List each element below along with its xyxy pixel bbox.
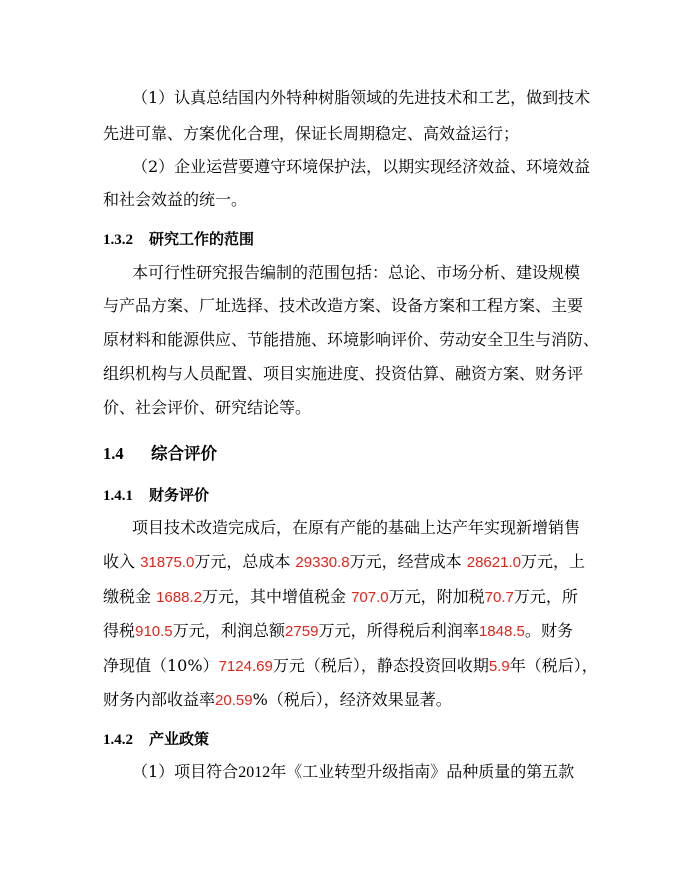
paragraph-1-line-2: 先进可靠、方案优化合理，保证长周期稳定、高效益运行； [103, 124, 520, 143]
section-heading-1-4-2 [103, 729, 573, 750]
paragraph-1-line-1: （1）认真总结国内外特种树脂领域的先进技术和工艺，做到技术 [132, 88, 591, 107]
paragraph-3-line-1: 本可行性研究报告编制的范围包括：总论、市场分析、建设规模 [132, 263, 581, 282]
paragraph-3-line-4: 组织机构与人员配置、项目实施进度、投资估算、融资方案、财务评 [103, 364, 584, 383]
section-heading-1-4 [103, 444, 573, 464]
section-heading-1-3-2 [103, 229, 573, 250]
finance-line-5: 净现值（10%）7124.69万元（税后），静态投资回收期5.9年（税后）， [103, 656, 598, 675]
surcharge-value: 70.7 [484, 589, 514, 606]
paragraph-3-line-3: 原材料和能源供应、节能措施、环境影响评价、劳动安全卫生与消防、 [103, 330, 600, 349]
payback-period-value: 5.9 [488, 658, 510, 675]
finance-line-3: 缴税金 1688.2万元，其中增值税金 707.0万元，附加税70.7万元，所 [103, 587, 578, 606]
income-tax-value: 910.5 [135, 623, 173, 640]
section-title: 研究工作的范围 [149, 230, 255, 248]
finance-line-6: 财务内部收益率20.59%（税后），经济效果显著。 [103, 690, 452, 709]
policy-line-1: （1）项目符合2012年《工业转型升级指南》品种质量的第五款 [132, 762, 575, 781]
section-heading-1-4-1 [103, 485, 573, 506]
section-number: 1.4.1 [103, 488, 133, 504]
irr-value: 20.59 [215, 692, 253, 709]
paragraph-2-line-2: 和社会效益的统一。 [103, 190, 248, 209]
after-tax-profit-rate-value: 1848.5 [478, 623, 525, 640]
paragraph-3-line-2: 与产品方案、厂址选择、技术改造方案、设备方案和工程方案、主要 [103, 296, 584, 315]
tax-value: 1688.2 [156, 589, 202, 606]
paragraph-2-line-1: （2）企业运营要遵守环境保护法，以期实现经济效益、环境效益 [132, 157, 591, 176]
section-title: 产业政策 [149, 730, 210, 748]
section-number: 1.4 [103, 444, 124, 463]
section-number: 1.4.2 [103, 732, 133, 748]
section-title: 财务评价 [149, 486, 210, 504]
operating-cost-value: 28621.0 [466, 554, 521, 571]
total-profit-value: 2759 [285, 623, 319, 640]
revenue-value: 31875.0 [140, 554, 195, 571]
npv-value: 7124.69 [218, 658, 273, 675]
total-cost-value: 29330.8 [295, 554, 350, 571]
section-number: 1.3.2 [103, 232, 133, 248]
finance-line-4: 得税910.5万元，利润总额2759万元，所得税后利润率1848.5。财务 [103, 621, 573, 640]
paragraph-3-line-5: 价、社会评价、研究结论等。 [103, 398, 312, 417]
policy-year: 2012 [238, 764, 271, 781]
vat-value: 707.0 [351, 589, 389, 606]
section-title: 综合评价 [151, 444, 217, 463]
finance-line-1: 项目技术改造完成后，在原有产能的基础上达产年实现新增销售 [132, 518, 581, 537]
finance-line-2: 收入 31875.0万元，总成本 29330.8万元，经营成本 28621.0万元，上 [103, 552, 585, 571]
